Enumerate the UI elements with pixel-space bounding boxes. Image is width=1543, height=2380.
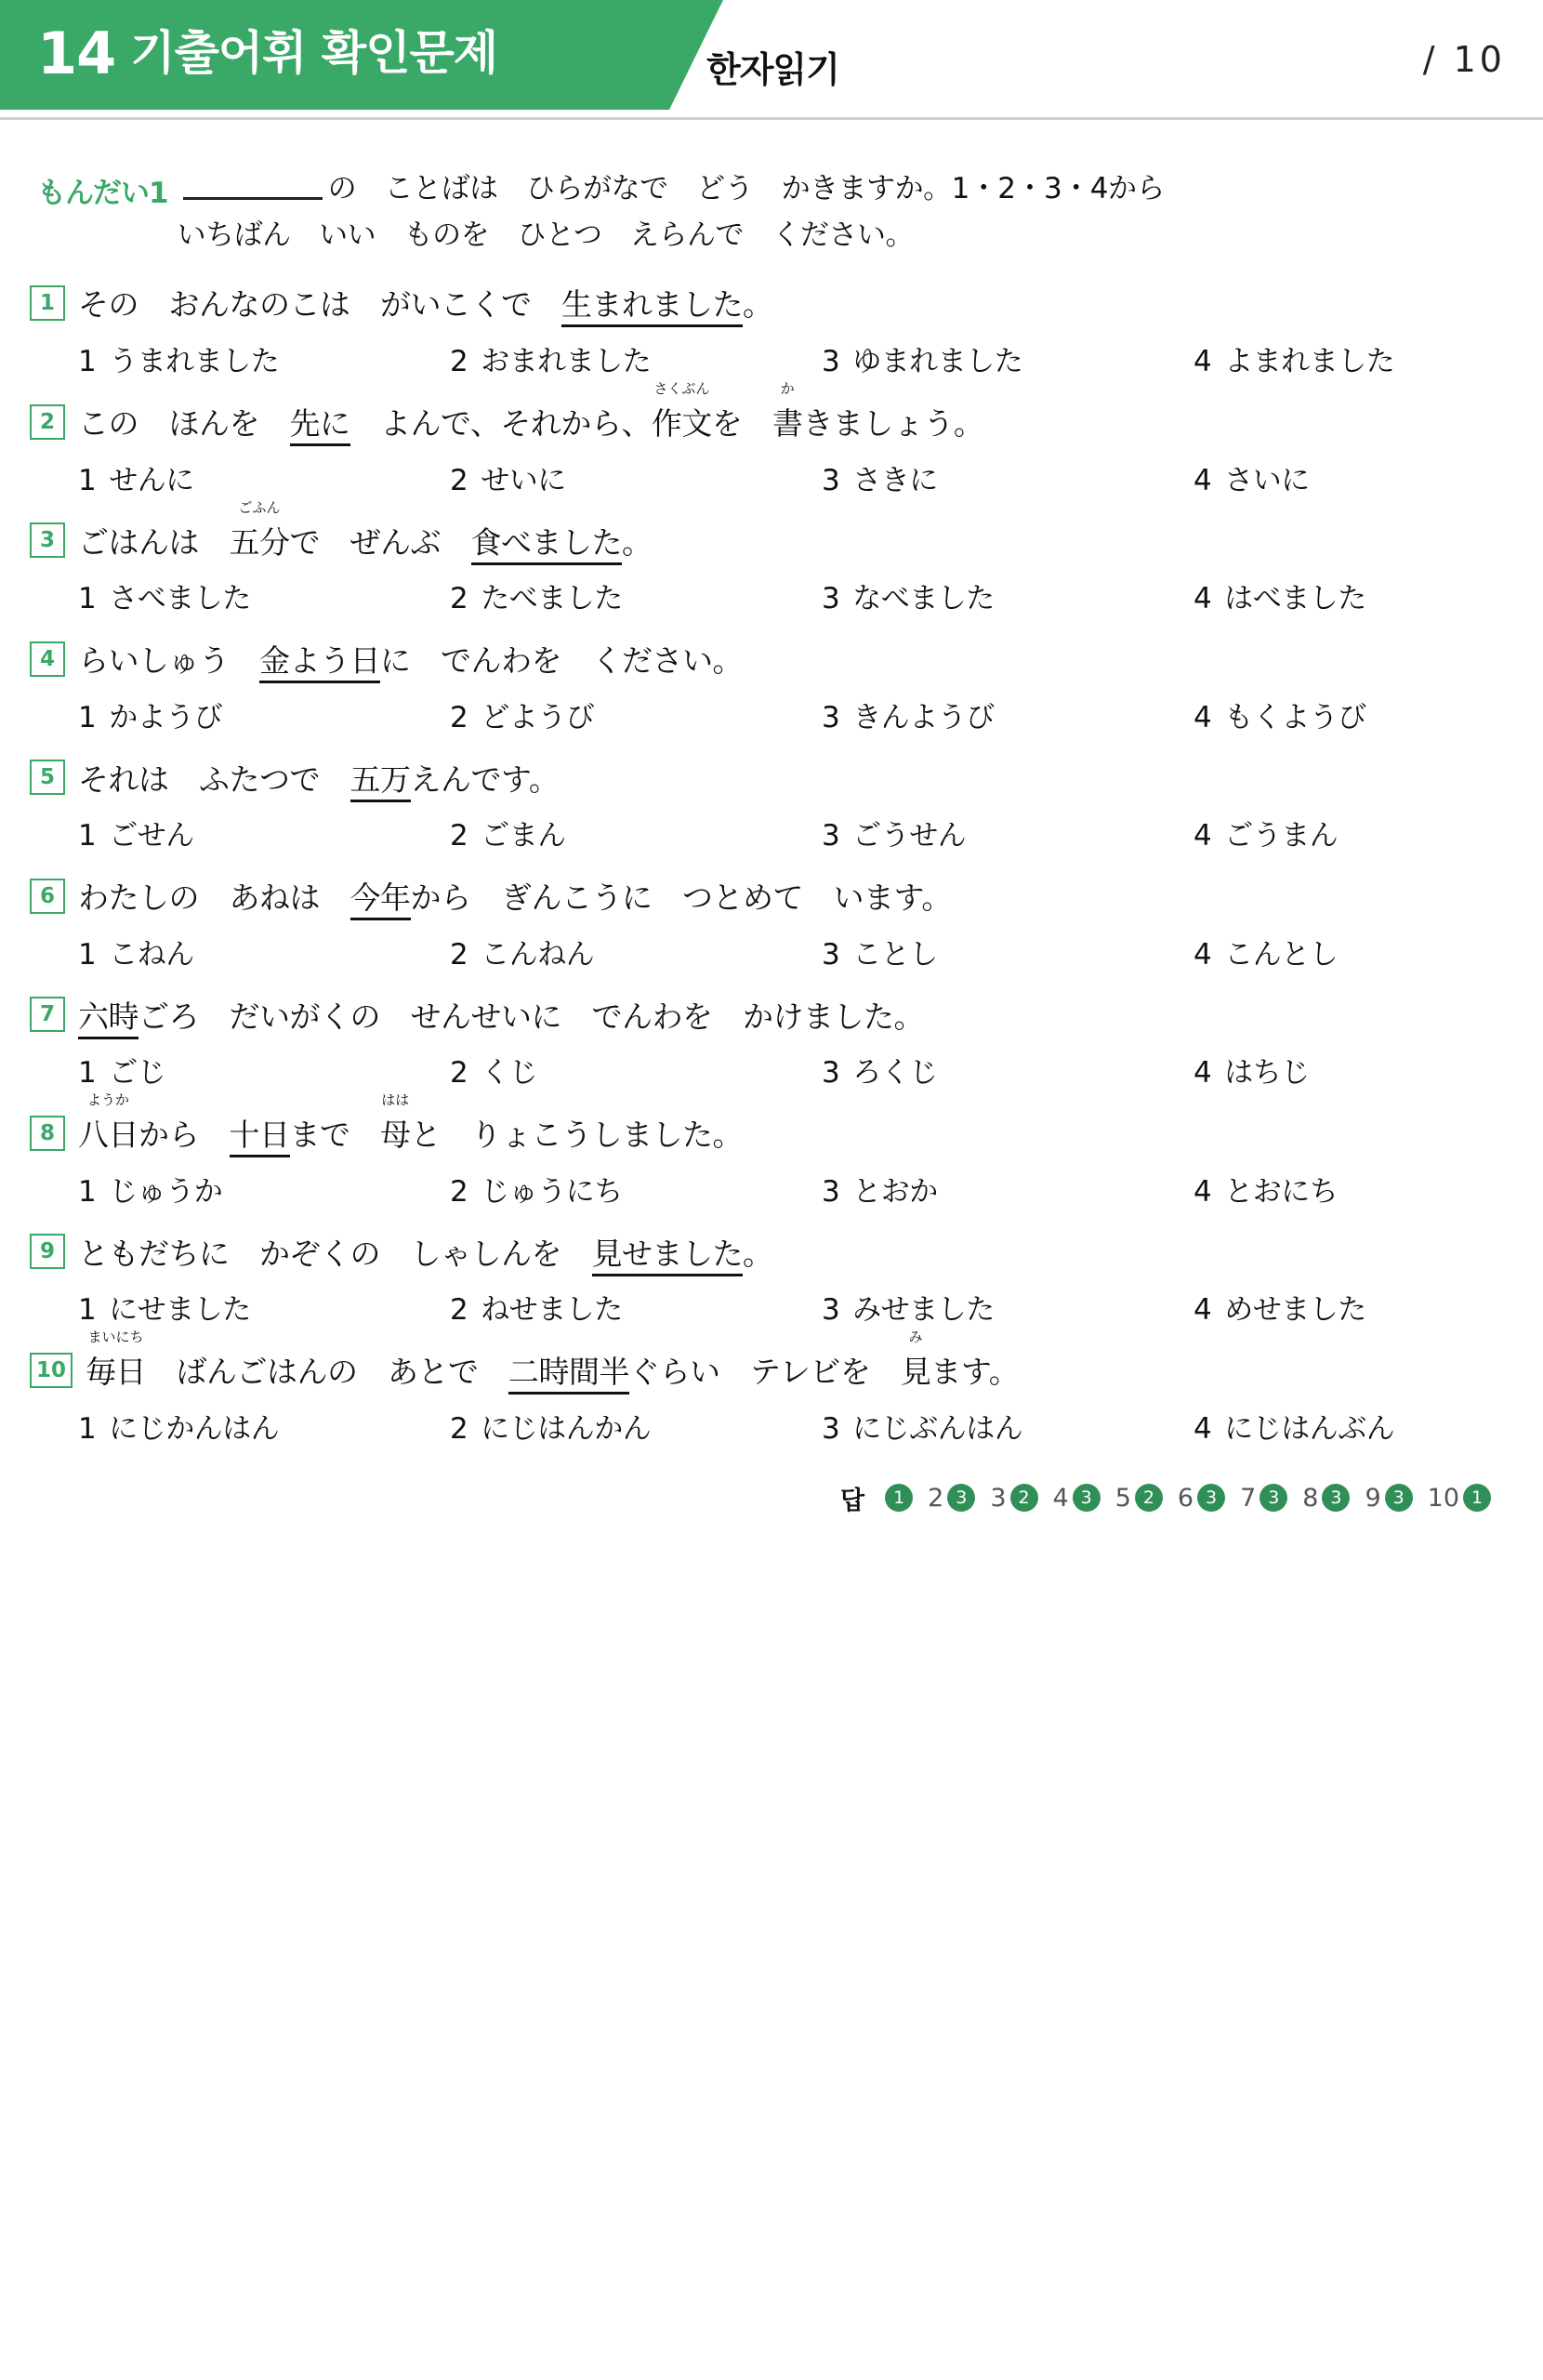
question-stem [30,498,1513,564]
underlined-word: 五万 [350,761,411,802]
choice-option[interactable] [822,456,1194,498]
choice-row [30,1405,1513,1447]
choice-option[interactable] [78,337,450,379]
choice-label: にせました [109,1293,251,1328]
instruction-label: もんだい1 [37,177,168,210]
choice-option[interactable] [450,337,822,379]
choice-number: 4 [1194,1174,1212,1209]
choice-label: ごまん [481,819,566,853]
choice-number: 3 [822,1293,840,1328]
question-text [78,760,559,801]
choice-label: さべました [109,582,251,616]
answer-value: 1 [1463,1484,1491,1512]
stem-text: きましょう。 [802,404,984,442]
choice-option[interactable] [822,931,1194,972]
choice-option[interactable] [450,694,822,735]
answer-value: 3 [1385,1484,1413,1512]
choice-number: 2 [450,463,468,497]
choice-number: 3 [822,1056,840,1091]
stem-text: ごはんは [78,523,230,561]
question-number: 9 [30,1234,65,1269]
choice-label: どようび [481,700,595,734]
choice-number: 4 [1194,819,1212,853]
choice-option[interactable] [78,1286,450,1328]
choice-option[interactable] [822,1405,1194,1447]
choice-label: ごじ [109,1056,166,1091]
choice-label: みせました [852,1293,995,1328]
choice-label: ゆまれました [852,344,1023,378]
ruby-base: 八日 [78,1117,138,1154]
answer-question-number: 3 [990,1483,1007,1513]
choice-label: とおか [852,1174,938,1209]
stem-text: ともだちに かぞくの しゃしんを [78,1235,592,1272]
choice-label: こんとし [1224,937,1339,972]
question-item [30,641,1513,735]
underlined-word: 生まれました [561,286,743,327]
choice-label: にじはんぶん [1224,1411,1395,1446]
choice-option[interactable] [450,1168,822,1210]
question-number: 6 [30,879,65,914]
answer-key-label: 답 [840,1486,865,1515]
answer-key-item [1053,1484,1101,1513]
choice-option[interactable] [450,1049,822,1091]
choice-option[interactable] [822,575,1194,616]
answer-question-number: 2 [928,1483,944,1513]
question-stem [30,284,1513,326]
choice-number: 2 [450,1056,468,1091]
ruby-base: 母 [380,1117,411,1154]
choice-label: もくようび [1224,700,1366,734]
chapter-title: 기출어휘 확인문제 [130,26,498,80]
choice-row [30,456,1513,498]
choice-number: 4 [1194,463,1212,497]
choice-number: 3 [822,344,840,378]
choice-number: 1 [78,582,97,616]
choice-option[interactable] [1194,456,1310,498]
choice-option[interactable] [822,1049,1194,1091]
underlined-word: 十日 [230,1117,290,1157]
ruby-base: 毎日 [86,1354,146,1391]
question-item [30,878,1513,972]
choice-number: 3 [822,937,840,972]
choice-number: 1 [78,700,97,734]
choice-option[interactable] [1194,1286,1366,1328]
stem-text: この ほんを [78,404,290,442]
choice-number: 1 [78,1411,97,1446]
stem-text: その おんなのこは がいこくで [78,286,561,324]
choice-number: 1 [78,344,97,378]
answer-question-number: 9 [1365,1483,1381,1513]
question-item [30,284,1513,379]
choice-number: 2 [450,819,468,853]
choice-row [30,1286,1513,1328]
choice-number: 1 [78,1174,97,1209]
question-item [30,760,1513,854]
underlined-word: 今年 [350,879,411,920]
underlined-word: 二時間半 [508,1354,629,1395]
choice-option[interactable] [450,1286,822,1328]
choice-row [30,337,1513,379]
choice-label: とおにち [1224,1174,1339,1209]
choice-option[interactable] [450,456,822,498]
choice-option[interactable] [822,337,1194,379]
underlined-word: 見せました [592,1236,744,1276]
ruby-group [78,1091,138,1157]
choice-number: 2 [450,1411,468,1446]
question-text [78,641,743,682]
underlined-word: 金よう日 [259,642,380,683]
choice-label: せいに [481,463,566,497]
choice-option[interactable] [450,1405,822,1447]
choice-number: 1 [78,1293,97,1328]
question-item [30,379,1513,498]
answer-value: 3 [1197,1484,1225,1512]
question-stem [30,379,1513,445]
choice-label: なべました [852,582,995,616]
ruby-reading: ようか [86,1091,130,1109]
choice-label: ごうせん [852,819,967,853]
choice-number: 1 [78,1056,97,1091]
choice-label: かようび [109,700,223,734]
question-number: 2 [30,404,65,440]
answer-key-item [1302,1484,1350,1513]
stem-text: まで [289,1117,380,1154]
choice-option[interactable] [1194,337,1394,379]
ruby-base: 五分 [229,523,290,561]
question-number: 3 [30,522,65,558]
choice-label: こんねん [481,937,595,972]
question-stem [30,1234,1513,1276]
choice-option[interactable] [1194,931,1338,972]
choice-option[interactable] [78,456,450,498]
chapter-number: 14 [37,20,116,87]
answer-question-number: 6 [1177,1483,1194,1513]
choice-label: はべました [1224,582,1366,616]
choice-option[interactable] [1194,575,1366,616]
stem-text: それは ふたつで [78,760,350,798]
stem-text: 。 [622,523,653,561]
choice-number: 1 [78,819,97,853]
choice-label: こねん [109,937,194,972]
question-text [78,1234,773,1276]
answer-value: 1 [885,1484,913,1512]
choice-option[interactable] [1194,812,1338,853]
choice-number: 3 [822,582,840,616]
choice-label: じゅうにち [481,1174,623,1209]
question-stem [30,760,1513,801]
instruction-line2: いちばん いい ものを ひとつ えらんで ください。 [177,218,914,253]
choice-number: 3 [822,463,840,497]
answer-value: 2 [1010,1484,1038,1512]
question-item [30,1091,1513,1210]
choice-option[interactable] [822,1286,1194,1328]
ruby-group [651,379,712,445]
choice-number: 2 [450,937,468,972]
question-item [30,1234,1513,1329]
answer-value: 3 [1322,1484,1350,1512]
blank-underline [183,176,323,200]
choice-label: たべました [481,582,623,616]
answer-question-number: 4 [1052,1483,1069,1513]
choice-row [30,812,1513,853]
header-subtitle: 한자읽기 [706,49,839,90]
choice-number: 2 [450,1174,468,1209]
stem-text: で ぜんぶ [289,523,471,561]
choice-number: 3 [822,1411,840,1446]
underlined-word: 食べました [471,524,623,565]
answer-value: 2 [1135,1484,1163,1512]
question-item [30,997,1513,1091]
answer-question-number: 7 [1240,1483,1257,1513]
answer-key-item [928,1484,975,1513]
stem-text: から ぎんこうに つとめて います。 [410,879,952,917]
choice-label: さいに [1224,463,1310,497]
choice-number: 4 [1194,700,1212,734]
choice-label: おまれました [481,344,652,378]
answer-key-item [990,1484,1037,1513]
question-number: 1 [30,285,65,321]
choice-option[interactable] [1194,1168,1338,1210]
ruby-reading: み [908,1329,923,1346]
choice-number: 2 [450,1293,468,1328]
question-text [78,284,773,326]
choice-option[interactable] [78,1168,450,1210]
ruby-group [380,1091,411,1157]
stem-text: わたしの あねは [78,879,350,917]
ruby-reading: はは [381,1091,410,1109]
underlined-word: 六時 [78,998,138,1039]
choice-number: 3 [822,819,840,853]
answer-value: 3 [1073,1484,1101,1512]
choice-label: さきに [852,463,938,497]
answer-key-item [1365,1484,1412,1513]
ruby-group [772,379,803,445]
choice-number: 4 [1194,344,1212,378]
ruby-base: 見 [900,1354,931,1391]
question-number: 5 [30,760,65,795]
choice-option[interactable] [822,1168,1194,1210]
stem-text: 。 [743,1235,773,1272]
stem-text: 。 [743,286,773,324]
ruby-reading: さくぶん [653,379,710,397]
question-item [30,1329,1513,1447]
choice-option[interactable] [78,812,450,853]
ruby-reading: ごふん [238,498,281,516]
question-list [30,284,1513,1446]
choice-number: 4 [1194,1056,1212,1091]
choice-number: 2 [450,700,468,734]
ruby-group [900,1329,931,1394]
stem-text: ぐらい テレビを [629,1354,901,1391]
question-stem [30,1329,1513,1394]
answer-value: 3 [947,1484,975,1512]
choice-number: 3 [822,700,840,734]
choice-number: 2 [450,344,468,378]
stem-text: よんで、それから、 [349,404,652,442]
question-number: 8 [30,1116,65,1151]
answer-key-item [1115,1484,1163,1513]
choice-option[interactable] [1194,1049,1310,1091]
choice-label: ごうまん [1224,819,1339,853]
question-number: 7 [30,997,65,1032]
stem-text: らいしゅう [78,642,259,680]
ruby-group [229,498,290,564]
choice-row [30,1168,1513,1210]
choice-option[interactable] [1194,694,1366,735]
question-stem [30,997,1513,1038]
answer-question-number: 10 [1427,1483,1459,1513]
choice-option[interactable] [450,575,822,616]
question-item [30,498,1513,617]
choice-label: ねせました [481,1293,623,1328]
choice-option[interactable] [1194,1405,1394,1447]
choice-option[interactable] [822,812,1194,853]
choice-label: よまれました [1224,344,1395,378]
stem-text: ごろ だいがくの せんせいに でんわを かけました。 [138,998,924,1035]
choice-number: 2 [450,582,468,616]
instruction-text [178,165,1165,258]
answer-key-item [885,1484,913,1512]
choice-option[interactable] [78,1049,450,1091]
answer-key [37,1480,1506,1516]
underlined-word: 先に [290,405,350,446]
answer-question-number: 5 [1114,1483,1131,1513]
choice-label: くじ [481,1056,538,1091]
answer-key-item [1240,1484,1287,1513]
choice-number: 4 [1194,1411,1212,1446]
ruby-reading: か [780,379,795,397]
stem-text: えんです。 [410,760,560,798]
stem-text: ます。 [930,1354,1020,1391]
choice-label: ごせん [109,819,194,853]
choice-label: せんに [109,463,194,497]
choice-row [30,575,1513,616]
choice-row [30,694,1513,735]
ruby-reading: まいにち [87,1329,144,1346]
ruby-base: 作文 [651,404,712,442]
choice-option[interactable] [78,694,450,735]
score-field: / 10 [1422,39,1506,80]
header-divider [0,117,1543,120]
choice-label: にじかんはん [109,1411,280,1446]
choice-option[interactable] [78,1405,450,1447]
question-text [78,878,952,919]
stem-text: を [711,404,772,442]
question-stem [30,1091,1513,1157]
choice-row [30,931,1513,972]
question-stem [30,641,1513,682]
choice-number: 4 [1194,582,1212,616]
choice-option[interactable] [822,694,1194,735]
question-text [78,379,984,445]
choice-option[interactable] [78,931,450,972]
stem-text: と りょこうしました。 [410,1117,743,1154]
choice-label: じゅうか [109,1174,223,1209]
question-text [78,997,924,1038]
answer-question-number: 8 [1302,1483,1319,1513]
answer-key-item [1178,1484,1225,1513]
choice-label: うまれました [109,344,280,378]
choice-number: 4 [1194,937,1212,972]
choice-number: 3 [822,1174,840,1209]
question-number: 4 [30,641,65,677]
ruby-base: 書 [772,404,803,442]
question-text [78,1091,743,1157]
choice-option[interactable] [78,575,450,616]
choice-number: 1 [78,937,97,972]
instruction-block [37,165,1506,258]
stem-text: に でんわを ください。 [380,642,743,680]
choice-label: ろくじ [852,1056,938,1091]
chapter-tab [0,0,669,110]
question-number: 10 [30,1353,73,1388]
choice-label: ことし [852,937,938,972]
answer-value: 3 [1259,1484,1287,1512]
ruby-group [86,1329,146,1394]
page-header [0,0,1543,119]
choice-option[interactable] [450,812,822,853]
question-text [86,1329,1020,1394]
choice-number: 4 [1194,1293,1212,1328]
instruction-line1: の ことばは ひらがなで どう かきますか。1・2・3・4から [327,172,1165,205]
choice-row [30,1049,1513,1091]
choice-label: めせました [1224,1293,1366,1328]
choice-label: はちじ [1224,1056,1310,1091]
question-stem [30,878,1513,919]
choice-label: にじぶんはん [852,1411,1023,1446]
choice-number: 1 [78,463,97,497]
choice-label: きんようび [852,700,995,734]
choice-option[interactable] [450,931,822,972]
stem-text: ばんごはんの あとで [146,1354,508,1391]
question-text [78,498,653,564]
choice-label: にじはんかん [481,1411,652,1446]
stem-text: から [138,1117,230,1154]
answer-key-item [1428,1484,1491,1513]
